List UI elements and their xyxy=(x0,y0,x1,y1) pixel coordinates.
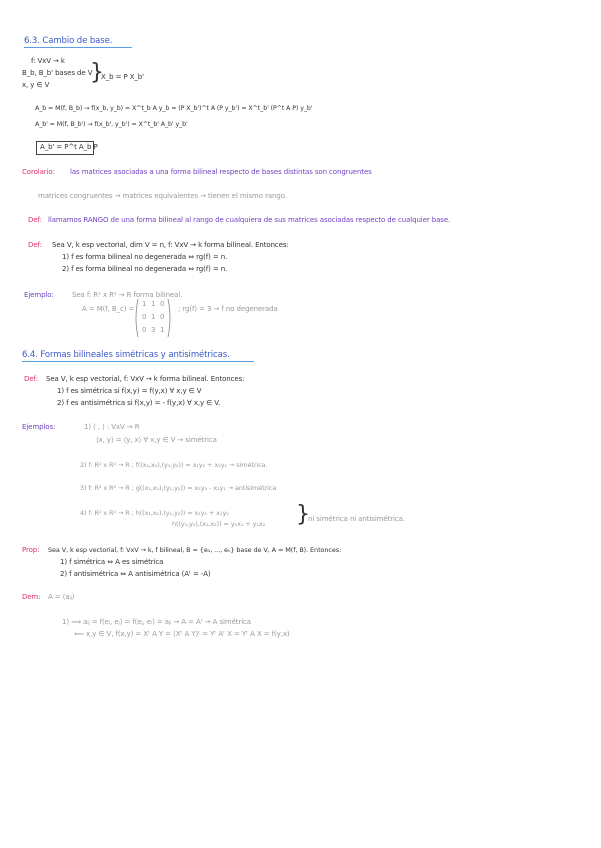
ejemplo-4a: 4) f: R² x R² → R ; h((x₁,x₂),(y₁,y₂)) = x₁y₁ + x₁y₂ xyxy=(80,509,229,517)
ejemplo-matrix-prefix: A = M(f, B_c) = xyxy=(82,305,135,313)
def-simetrica-item-2: 2) f es antisimétrica si f(x,y) = - f(y,x) ∀ x,y ∈ V. xyxy=(57,399,221,407)
matrix-cell: 1 xyxy=(142,300,147,308)
corolario-note: matrices congruentes → matrices equivalentes → tienen el mismo rango. xyxy=(38,192,287,200)
setup-line-xy: x, y ∈ V xyxy=(22,81,50,89)
matrix-cell: 1 xyxy=(151,313,156,321)
prop-no-degenerada-item-2: 2) f es forma bilineal no degenerada ⇔ rg(f) = n. xyxy=(62,265,228,273)
ejemplo-4c: ni simétrica ni antisimétrica. xyxy=(308,515,405,523)
prop-matriz-item-1: 1) f simétrica ⇔ A es simétrica xyxy=(60,558,164,566)
equation-1: A_b = M(f, B_b) → f(x_b, y_b) = X^t_b A y_b = (P X_b')^t A (P y_b') = X^t_b' (P^t A P) y_b' xyxy=(35,105,313,112)
def-simetrica-item-1: 1) f es simétrica si f(x,y) = f(y,x) ∀ x,y ∈ V xyxy=(57,387,202,395)
matrix-cell: 0 xyxy=(160,300,165,308)
section-title-simetricas: 6.4. Formas bilineales simétricas y antisimétricas. xyxy=(22,350,230,360)
prop-no-degenerada-label: Def: xyxy=(28,241,42,249)
def-rango-text: llamamos RANGO de una forma bilineal al rango de cualquiera de sus matrices asociadas respecto de cualquier base. xyxy=(48,216,451,224)
section-title-cambio-base: 6.3. Cambio de base. xyxy=(24,36,113,46)
dem-line-2: ⟸ x,y ∈ V, f(x,y) = Xᵗ A Y = (Xᵗ A Y)ᵗ = Yᵗ Aᵗ X = Yᵗ A X = f(y,x) xyxy=(74,630,290,638)
ejemplo-label: Ejemplo: xyxy=(24,291,54,299)
dem-text: A = (aᵢⱼ) xyxy=(48,593,75,601)
def-simetrica-label: Def: xyxy=(24,375,38,383)
matrix-cell: 0 xyxy=(142,313,147,321)
matrix-cell: 1 xyxy=(151,300,156,308)
ejemplo-text: Sea f: R² x R² → R forma bilineal. xyxy=(72,291,183,299)
right-brace-icon: } xyxy=(296,502,310,527)
ejemplo-2: 2) f: R² x R² → R ; f((x₁,x₂),(y₁,y₂)) = x₁y₂ + x₂y₁ → simétrica. xyxy=(80,461,268,469)
ejemplos-label: Ejemplos: xyxy=(22,423,56,431)
right-brace-icon: } xyxy=(90,60,104,85)
matrix-cell: 3 xyxy=(151,326,156,334)
change-of-basis-result: X_b = P X_b' xyxy=(101,73,144,81)
ejemplo-matrix-suffix: ; rg(f) = 3 → f no degenerada xyxy=(178,305,278,313)
ejemplo-1b: ⟨x, y⟩ = ⟨y, x⟩ ∀ x,y ∈ V → simétrica xyxy=(96,436,217,444)
def-rango-label: Def: xyxy=(28,216,42,224)
title-underline xyxy=(22,361,254,362)
equation-2: A_b' = M(f, B_b') → f(x_b', y_b') = X^t_b' A_b' y_b' xyxy=(35,121,188,128)
matrix-cell: 0 xyxy=(160,313,165,321)
prop-matriz-item-2: 2) f antisimétrica ⇔ A antisimétrica (Aᵗ = -A) xyxy=(60,570,211,578)
dem-label: Dem: xyxy=(22,593,41,601)
prop-matriz-label: Prop: xyxy=(22,546,40,554)
corolario-text: las matrices asociadas a una forma bilineal respecto de bases distintas son congruentes xyxy=(70,168,372,176)
ejemplo-3: 3) f: R² x R² → R ; g((x₁,x₂),(y₁,y₂)) = x₁y₂ - x₂y₁ → antisimétrica xyxy=(80,484,277,492)
matrix-cell: 0 xyxy=(142,326,147,334)
setup-line-bases: B_b, B_b' bases de V xyxy=(22,69,93,77)
ejemplo-1a: 1) ⟨ , ⟩ : VxV → R xyxy=(84,423,140,431)
dem-line-1: 1) ⟹ aᵢⱼ = f(eᵢ, eⱼ) = f(eⱼ, eᵢ) = aⱼᵢ → A = Aᵗ → A simétrica xyxy=(62,618,251,626)
setup-line-f: f: VxV → k xyxy=(31,57,65,65)
matrix-cell: 1 xyxy=(160,326,165,334)
prop-no-degenerada-text: Sea V, k esp vectorial, dim V = n, f: VxV → k forma bilineal. Entonces: xyxy=(52,241,289,249)
prop-matriz-text: Sea V, k esp vectorial, f: VxV → k, f bilineal, B = {e₁, ..., eₙ} base de V, A = M(f, B). Entonces: xyxy=(48,546,342,554)
prop-no-degenerada-item-1: 1) f es forma bilineal no degenerada ⇔ rg(f) = n. xyxy=(62,253,228,261)
def-simetrica-text: Sea V, k esp vectorial, f: VxV → k forma bilineal. Entonces: xyxy=(46,375,245,383)
matrix-3x3 xyxy=(134,298,172,338)
title-underline xyxy=(24,47,132,48)
ejemplo-4b: h((y₁,y₂),(x₁,x₂)) = y₁x₁ + y₁x₂ xyxy=(172,520,266,528)
boxed-formula: A_b' = P^t A_b P xyxy=(40,143,98,151)
corolario-label: Corolario: xyxy=(22,168,55,176)
